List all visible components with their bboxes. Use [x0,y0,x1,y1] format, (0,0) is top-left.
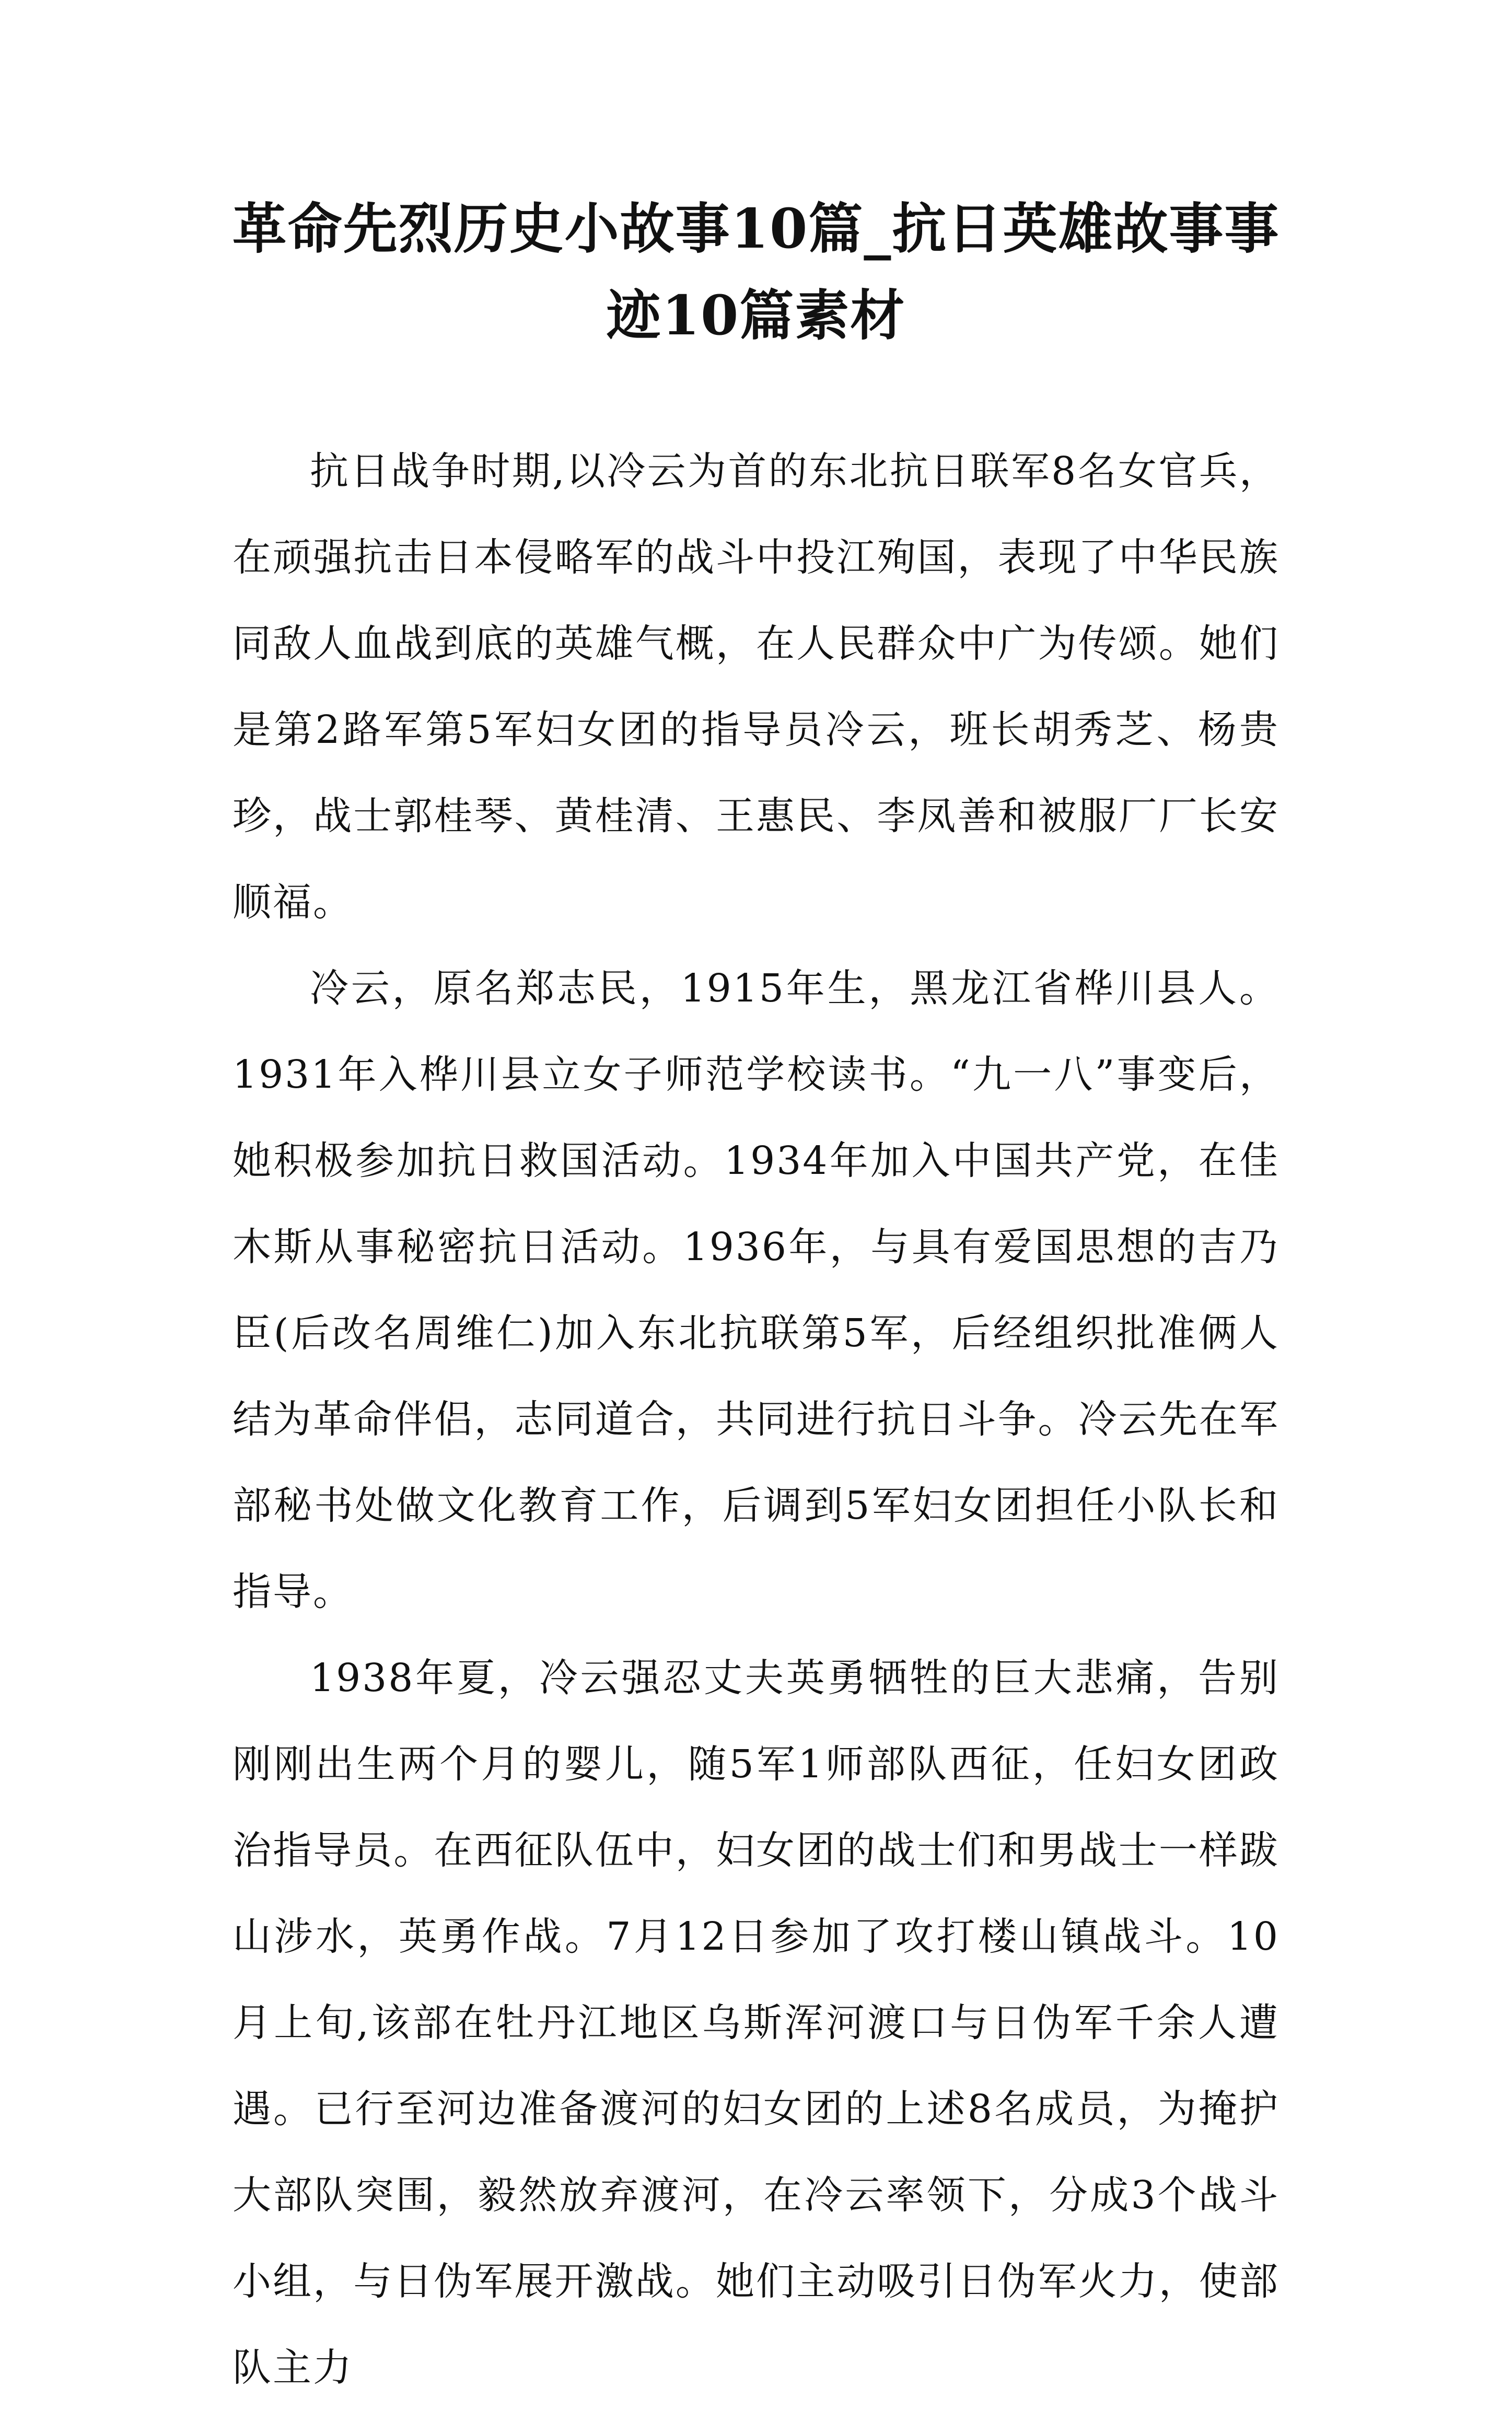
paragraph-1: 抗日战争时期,以冷云为首的东北抗日联军8名女官兵，在顽强抗击日本侵略军的战斗中投江殉国，表现了中华民族同敌人血战到底的英雄气概，在人民群众中广为传颂。她们是第2路军第5军妇女团的指导员冷云，班长胡秀芝、杨贵珍，战士郭桂琴、黄桂清、王惠民、李凤善和被服厂厂长安顺福。 [232,449,1280,925]
paragraph-2: 冷云，原名郑志民，1915年生，黑龙江省桦川县人。1931年入桦川县立女子师范学校读书。“九一八”事变后，她积极参加抗日救国活动。1934年加入中国共产党，在佳木斯从事秘密抗日活动。1936年，与具有爱国思想的吉乃臣(后改名周维仁)加入东北抗联第5军，后经组织批准俩人结为革命伴侣，志同道合，共同进行抗日斗争。冷云先在军部秘书处做文化教育工作，后调到5军妇女团担任小队长和指导。 [232,966,1280,1614]
document-body [232,428,1280,2411]
paragraph-3: 1938年夏，冷云强忍丈夫英勇牺牲的巨大悲痛，告别刚刚出生两个月的婴儿，随5军1师部队西征，任妇女团政治指导员。在西征队伍中，妇女团的战士们和男战士一样跋山涉水，英勇作战。7月12日参加了攻打楼山镇战斗。10月上旬,该部在牡丹江地区乌斯浑河渡口与日伪军千余人遭遇。已行至河边准备渡河的妇女团的上述8名成员，为掩护大部队突围，毅然放弃渡河，在冷云率领下，分成3个战斗小组，与日伪军展开激战。她们主动吸引日伪军火力，使部队主力 [232,1656,1280,2390]
document-title: 革命先烈历史小故事10篇_抗日英雄故事事迹10篇素材 [232,196,1280,347]
